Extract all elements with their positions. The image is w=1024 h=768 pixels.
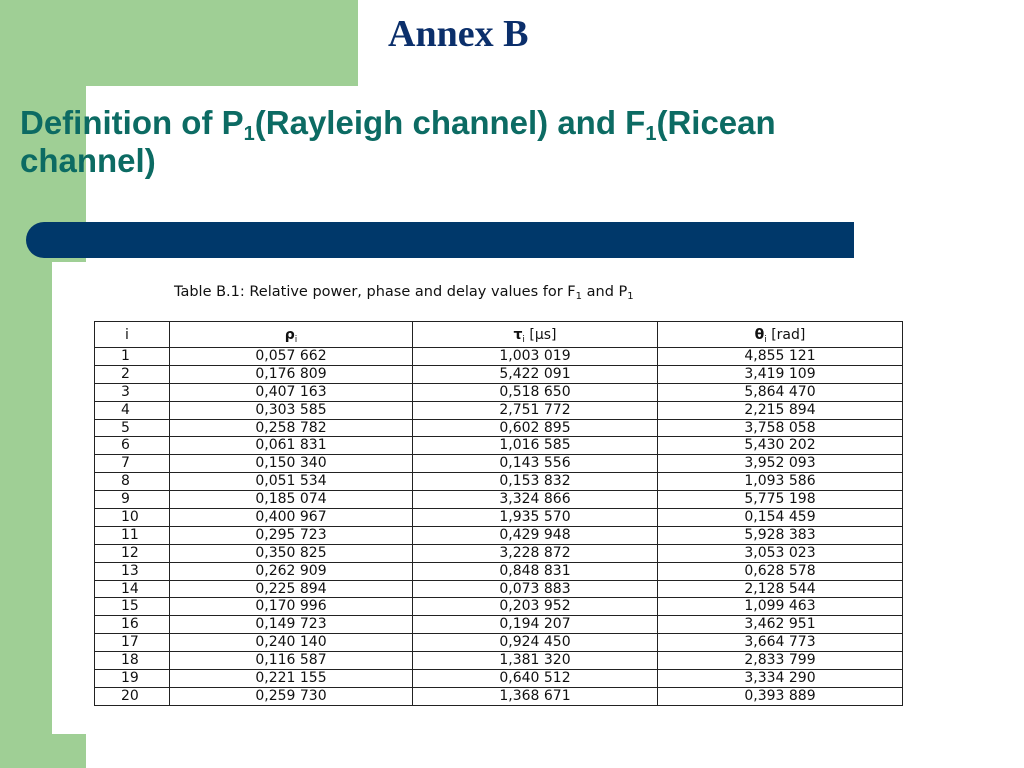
cell-theta: 3,758 058 (658, 419, 903, 437)
cell-tau: 0,848 831 (413, 562, 658, 580)
cell-rho: 0,350 825 (170, 544, 413, 562)
cell-rho: 0,258 782 (170, 419, 413, 437)
cell-tau: 3,324 866 (413, 491, 658, 509)
cell-tau: 0,924 450 (413, 634, 658, 652)
caption-subscript: 1 (627, 291, 634, 302)
theta-symbol: θ (754, 326, 765, 343)
cell-rho: 0,057 662 (170, 348, 413, 366)
theta-subscript: i (764, 334, 767, 345)
header-i: i (95, 322, 170, 348)
cell-rho: 0,116 587 (170, 652, 413, 670)
tau-subscript: i (522, 334, 525, 345)
table-row (95, 652, 903, 670)
table-row (95, 491, 903, 509)
table-row (95, 526, 903, 544)
cell-theta: 3,462 951 (658, 616, 903, 634)
cell-tau: 0,194 207 (413, 616, 658, 634)
cell-tau: 0,153 832 (413, 473, 658, 491)
table-caption (174, 284, 634, 300)
cell-theta: 3,952 093 (658, 455, 903, 473)
cell-theta: 0,628 578 (658, 562, 903, 580)
cell-rho: 0,149 723 (170, 616, 413, 634)
cell-theta: 5,928 383 (658, 526, 903, 544)
table-row (95, 401, 903, 419)
rho-symbol: ρ (284, 326, 295, 343)
table-row (95, 687, 903, 705)
cell-theta: 5,775 198 (658, 491, 903, 509)
cell-rho: 0,225 894 (170, 580, 413, 598)
cell-theta: 3,053 023 (658, 544, 903, 562)
table-row (95, 419, 903, 437)
caption-text: and P (582, 284, 628, 300)
cell-theta: 0,393 889 (658, 687, 903, 705)
cell-theta: 2,128 544 (658, 580, 903, 598)
title-subscript: 1 (645, 123, 657, 145)
cell-rho: 0,262 909 (170, 562, 413, 580)
cell-rho: 0,303 585 (170, 401, 413, 419)
cell-i: 14 (95, 580, 170, 598)
cell-i: 17 (95, 634, 170, 652)
cell-tau: 0,429 948 (413, 526, 658, 544)
cell-theta: 2,215 894 (658, 401, 903, 419)
table-row (95, 473, 903, 491)
cell-tau: 2,751 772 (413, 401, 658, 419)
cell-theta: 2,833 799 (658, 652, 903, 670)
cell-tau: 0,203 952 (413, 598, 658, 616)
cell-tau: 0,640 512 (413, 670, 658, 688)
cell-tau: 0,602 895 (413, 419, 658, 437)
table-row (95, 634, 903, 652)
tau-unit: [µs] (524, 326, 557, 343)
cell-i: 16 (95, 616, 170, 634)
cell-theta: 1,093 586 (658, 473, 903, 491)
table-row (95, 544, 903, 562)
table-row (95, 437, 903, 455)
cell-rho: 0,240 140 (170, 634, 413, 652)
header-tau (413, 322, 658, 348)
cell-tau: 1,368 671 (413, 687, 658, 705)
table-row (95, 365, 903, 383)
cell-i: 2 (95, 365, 170, 383)
annex-heading: Annex B (388, 13, 529, 55)
cell-theta: 0,154 459 (658, 509, 903, 527)
cell-tau: 0,143 556 (413, 455, 658, 473)
caption-subscript: 1 (575, 291, 583, 302)
cell-i: 8 (95, 473, 170, 491)
cell-rho: 0,400 967 (170, 509, 413, 527)
cell-i: 11 (95, 526, 170, 544)
cell-i: 19 (95, 670, 170, 688)
theta-unit: [rad] (766, 326, 806, 343)
cell-rho: 0,221 155 (170, 670, 413, 688)
cell-i: 1 (95, 348, 170, 366)
cell-theta: 4,855 121 (658, 348, 903, 366)
table-row (95, 383, 903, 401)
caption-text: Table B.1: Relative power, phase and delay values for F (174, 284, 576, 300)
cell-i: 12 (95, 544, 170, 562)
header-theta (658, 322, 903, 348)
cell-i: 9 (95, 491, 170, 509)
table-row (95, 670, 903, 688)
cell-rho: 0,185 074 (170, 491, 413, 509)
title-text-part: Definition of P (20, 104, 244, 141)
cell-tau: 0,073 883 (413, 580, 658, 598)
cell-i: 6 (95, 437, 170, 455)
cell-i: 10 (95, 509, 170, 527)
cell-rho: 0,170 996 (170, 598, 413, 616)
cell-i: 7 (95, 455, 170, 473)
cell-theta: 3,664 773 (658, 634, 903, 652)
cell-i: 5 (95, 419, 170, 437)
cell-tau: 5,422 091 (413, 365, 658, 383)
table-row (95, 580, 903, 598)
cell-tau: 0,518 650 (413, 383, 658, 401)
cell-theta: 3,419 109 (658, 365, 903, 383)
title-text-part: (Ricean (656, 104, 776, 141)
table-row (95, 509, 903, 527)
header-rho (170, 322, 413, 348)
table-row (95, 455, 903, 473)
cell-theta: 3,334 290 (658, 670, 903, 688)
cell-tau: 1,381 320 (413, 652, 658, 670)
cell-rho: 0,150 340 (170, 455, 413, 473)
cell-theta: 5,430 202 (658, 437, 903, 455)
cell-i: 18 (95, 652, 170, 670)
table-row (95, 616, 903, 634)
tau-symbol: τ (513, 326, 523, 343)
cell-rho: 0,176 809 (170, 365, 413, 383)
table-row (95, 562, 903, 580)
cell-i: 13 (95, 562, 170, 580)
slide-title (20, 104, 980, 180)
data-table (94, 321, 903, 706)
cell-i: 4 (95, 401, 170, 419)
cell-tau: 1,003 019 (413, 348, 658, 366)
cell-rho: 0,051 534 (170, 473, 413, 491)
cell-i: 3 (95, 383, 170, 401)
rho-subscript: i (294, 334, 298, 345)
cell-rho: 0,061 831 (170, 437, 413, 455)
table-row (95, 598, 903, 616)
cell-tau: 1,016 585 (413, 437, 658, 455)
cell-theta: 1,099 463 (658, 598, 903, 616)
cell-i: 15 (95, 598, 170, 616)
cell-theta: 5,864 470 (658, 383, 903, 401)
table-row (95, 348, 903, 366)
table-body (95, 348, 903, 706)
title-subscript: 1 (243, 123, 255, 145)
table-header-row (95, 322, 903, 348)
cell-rho: 0,259 730 (170, 687, 413, 705)
cell-i: 20 (95, 687, 170, 705)
title-text-part: (Rayleigh channel) and F (254, 104, 646, 141)
title-text-part: channel) (20, 142, 156, 179)
cell-tau: 1,935 570 (413, 509, 658, 527)
decorative-blue-bar (26, 222, 854, 258)
cell-rho: 0,295 723 (170, 526, 413, 544)
cell-tau: 3,228 872 (413, 544, 658, 562)
cell-rho: 0,407 163 (170, 383, 413, 401)
